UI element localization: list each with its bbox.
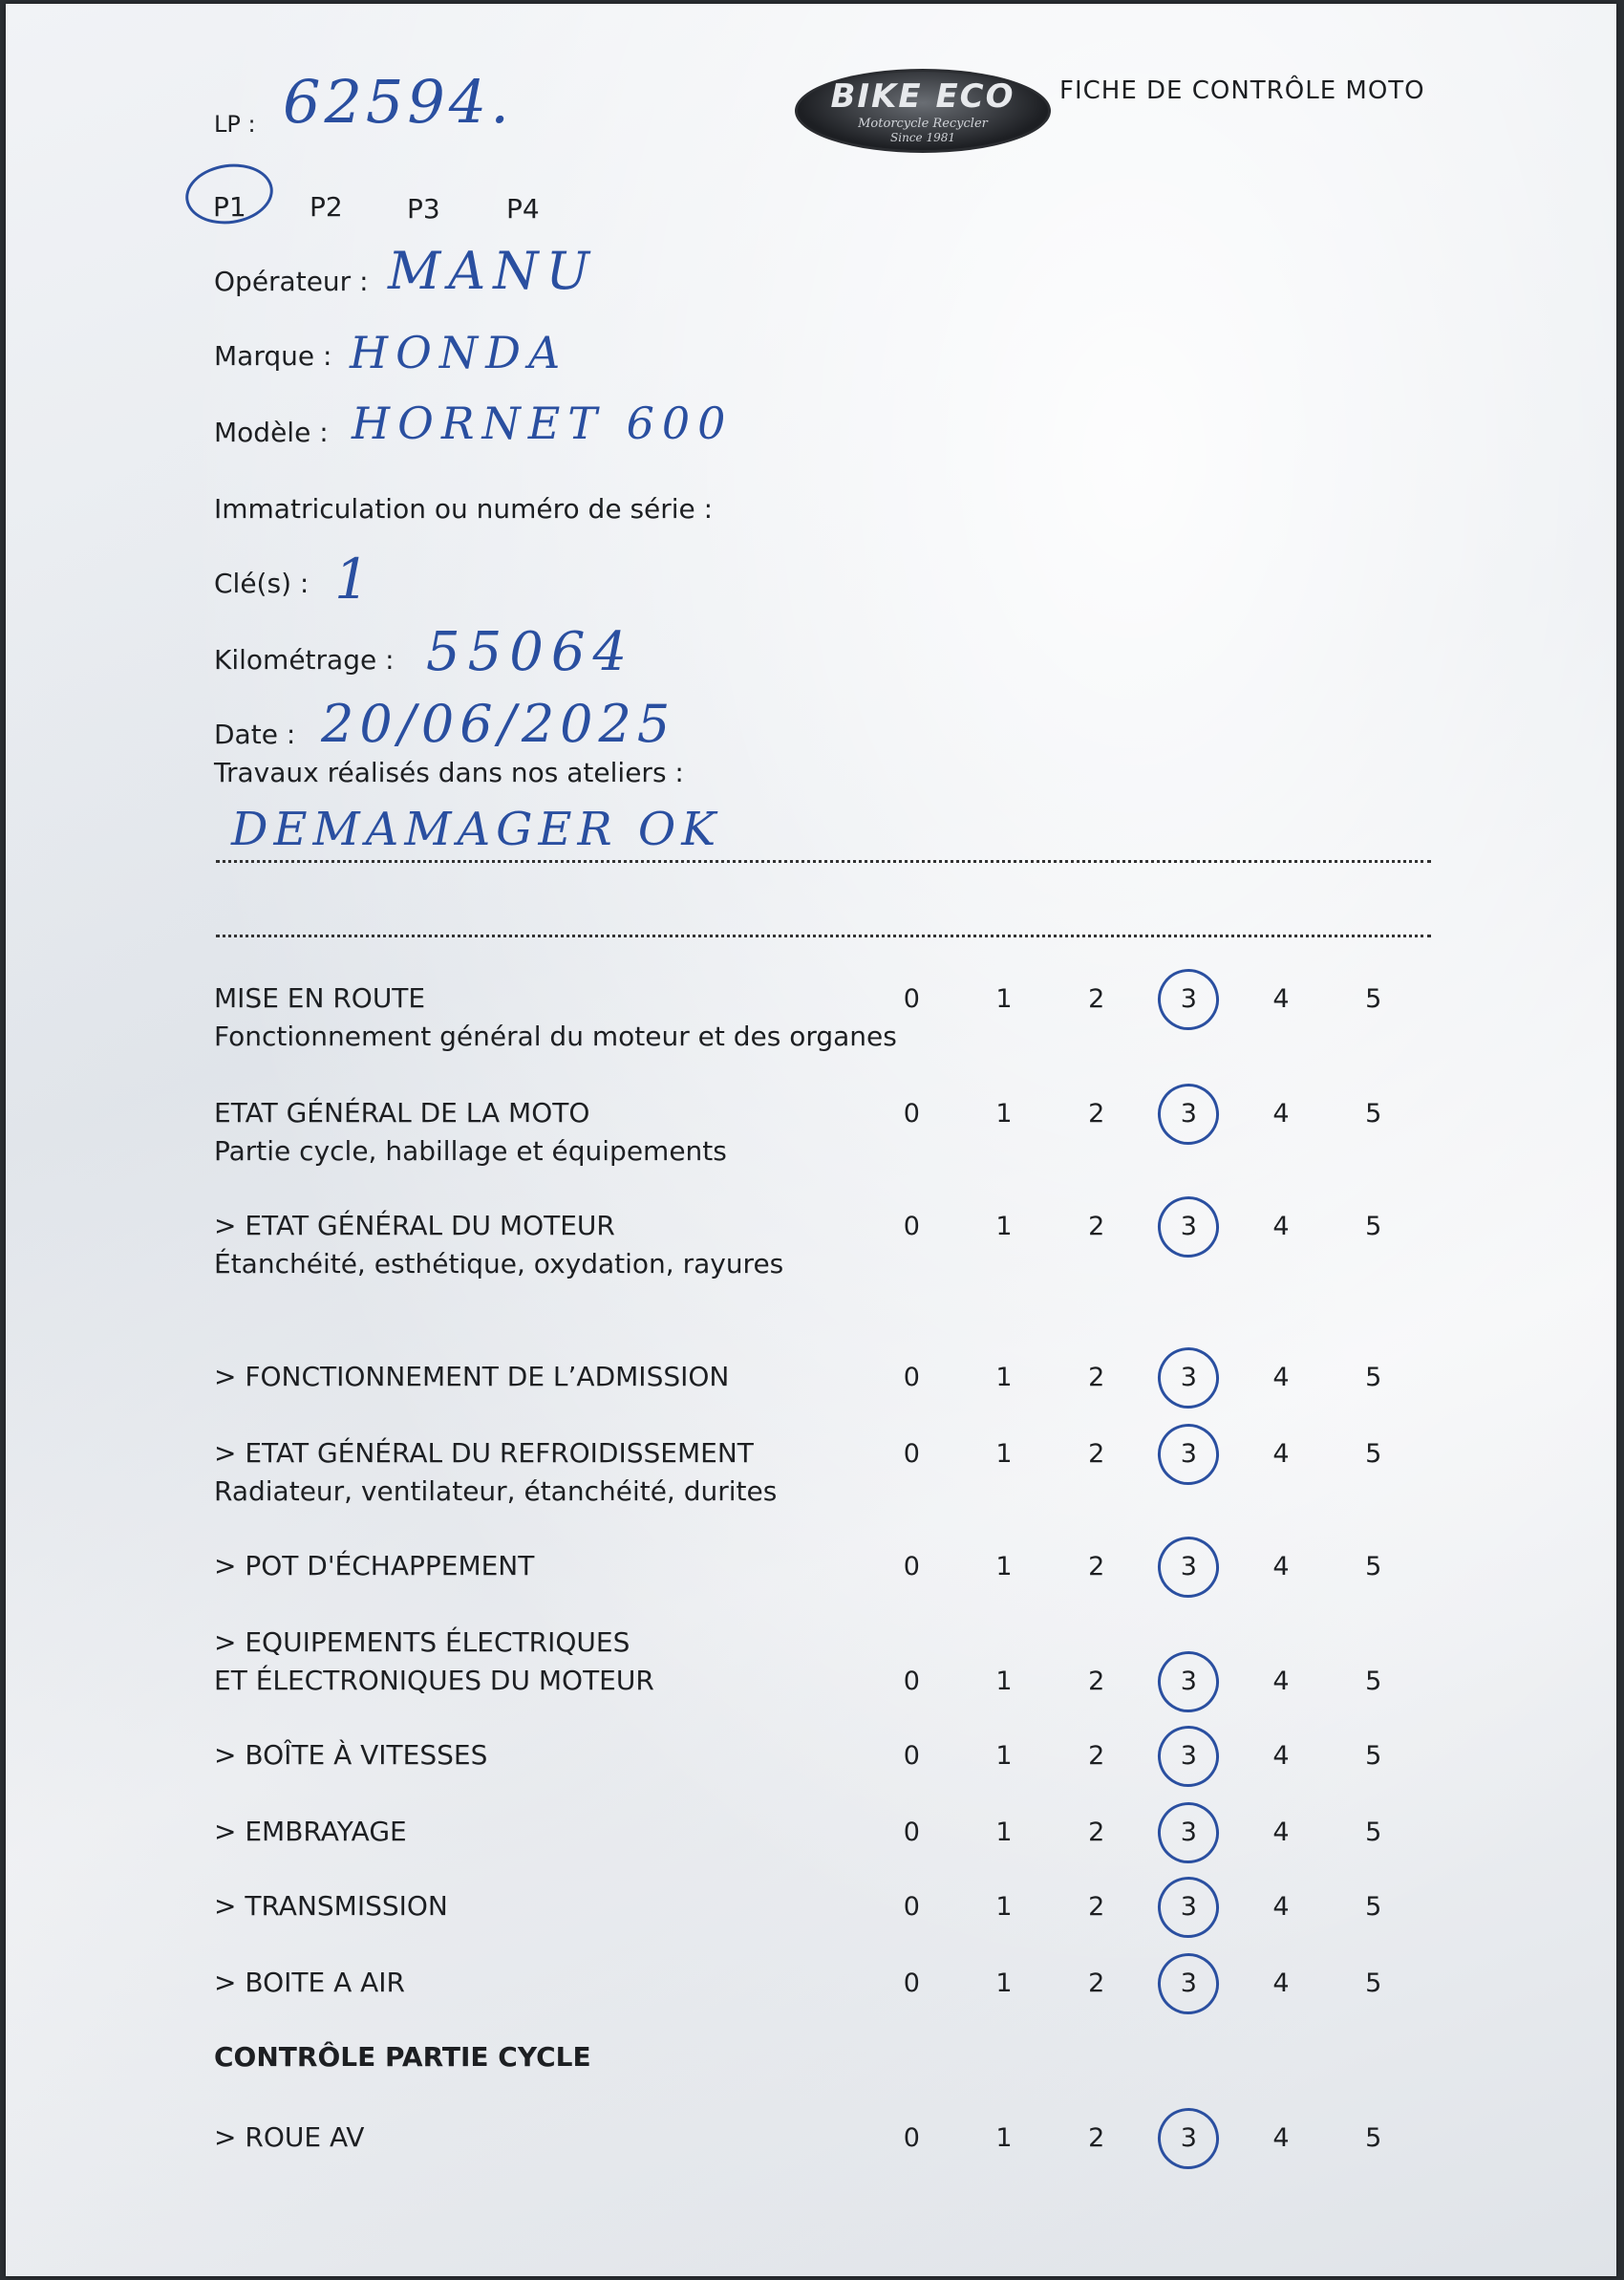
rating-option-4[interactable]: 4: [1272, 1741, 1290, 1771]
dotted-line-2: [216, 935, 1431, 937]
rating-scale: [865, 1363, 1420, 1392]
item-subtitle: ET ÉLECTRONIQUES DU MOTEUR: [214, 1665, 654, 1696]
dotted-line-1: [216, 860, 1431, 863]
rating-option-4[interactable]: 4: [1272, 1099, 1290, 1129]
rating-option-4[interactable]: 4: [1272, 1892, 1290, 1922]
rating-option-2[interactable]: 2: [1088, 1439, 1105, 1469]
date-label: Date :: [214, 719, 296, 750]
rating-option-1[interactable]: 1: [995, 1099, 1013, 1129]
rating-scale: [865, 1099, 1420, 1129]
rating-option-2[interactable]: 2: [1088, 1667, 1105, 1696]
item-title: > ROUE AV: [214, 2121, 365, 2153]
immatriculation-label: Immatriculation ou numéro de série :: [214, 493, 714, 525]
rating-option-5[interactable]: 5: [1365, 1968, 1382, 1998]
rating-option-5[interactable]: 5: [1365, 1892, 1382, 1922]
section-title-partie-cycle: CONTRÔLE PARTIE CYCLE: [214, 2041, 591, 2073]
rating-option-0[interactable]: 0: [903, 1892, 920, 1922]
rating-option-1[interactable]: 1: [995, 1892, 1013, 1922]
rating-option-0[interactable]: 0: [903, 984, 920, 1014]
rating-option-0[interactable]: 0: [903, 1968, 920, 1998]
rating-selected-mark: [1152, 1531, 1225, 1603]
cles-value: 1: [334, 547, 377, 612]
rating-option-5[interactable]: 5: [1365, 1552, 1382, 1581]
rating-option-5[interactable]: 5: [1365, 1818, 1382, 1847]
rating-selected-mark: [1152, 1342, 1225, 1414]
sheet-title: FICHE DE CONTRÔLE MOTO: [1059, 76, 1425, 105]
rating-option-2[interactable]: 2: [1088, 1892, 1105, 1922]
position-selected-mark: [182, 159, 277, 229]
rating-option-0[interactable]: 0: [903, 1818, 920, 1847]
rating-option-3[interactable]: 3: [1143, 1892, 1235, 1922]
rating-option-5[interactable]: 5: [1365, 1439, 1382, 1469]
rating-option-5[interactable]: 5: [1365, 1212, 1382, 1241]
rating-option-1[interactable]: 1: [995, 1818, 1013, 1847]
item-title: > BOÎTE À VITESSES: [214, 1739, 488, 1771]
rating-option-3[interactable]: 3: [1143, 1439, 1235, 1469]
rating-selected-mark: [1152, 1645, 1225, 1718]
travaux-value: DEMAMAGER OK: [231, 803, 722, 856]
rating-selected-mark: [1152, 2102, 1225, 2175]
rating-option-0[interactable]: 0: [903, 1741, 920, 1771]
rating-option-3[interactable]: 3: [1143, 984, 1235, 1014]
rating-scale: [865, 1212, 1420, 1241]
rating-selected-mark: [1152, 1720, 1225, 1793]
rating-option-2[interactable]: 2: [1088, 1363, 1105, 1392]
rating-option-5[interactable]: 5: [1365, 1099, 1382, 1129]
kilometrage-value: 55064: [426, 621, 635, 683]
cles-label: Clé(s) :: [214, 568, 310, 599]
position-p4: P4: [506, 193, 540, 225]
position-p1: P1: [213, 191, 246, 223]
rating-scale: [865, 2123, 1420, 2153]
item-title: > TRANSMISSION: [214, 1890, 448, 1922]
rating-scale: [865, 1439, 1420, 1469]
marque-label: Marque :: [214, 340, 332, 372]
rating-scale: [865, 1552, 1420, 1581]
rating-option-4[interactable]: 4: [1272, 1552, 1290, 1581]
position-p2: P2: [310, 191, 343, 223]
rating-scale: [865, 1968, 1420, 1998]
item-subtitle: Partie cycle, habillage et équipements: [214, 1135, 727, 1167]
position-p3: P3: [407, 193, 440, 225]
date-value: 20/06/2025: [321, 694, 676, 754]
rating-option-0[interactable]: 0: [903, 1212, 920, 1241]
rating-option-4[interactable]: 4: [1272, 1818, 1290, 1847]
item-subtitle: Fonctionnement général du moteur et des organes: [214, 1021, 897, 1052]
rating-selected-mark: [1152, 1078, 1225, 1151]
operateur-value: MANU: [388, 241, 598, 301]
rating-option-4[interactable]: 4: [1272, 984, 1290, 1014]
rating-option-5[interactable]: 5: [1365, 1667, 1382, 1696]
item-title: ETAT GÉNÉRAL DE LA MOTO: [214, 1097, 590, 1129]
rating-option-3[interactable]: 3: [1143, 1099, 1235, 1129]
travaux-label: Travaux réalisés dans nos ateliers :: [214, 757, 684, 788]
item-title: > FONCTIONNEMENT DE L’ADMISSION: [214, 1361, 730, 1392]
rating-option-4[interactable]: 4: [1272, 1667, 1290, 1696]
rating-option-1[interactable]: 1: [995, 1552, 1013, 1581]
rating-option-1[interactable]: 1: [995, 1439, 1013, 1469]
item-subtitle: Étanchéité, esthétique, oxydation, rayures: [214, 1248, 784, 1280]
modele-value: HORNET 600: [352, 398, 734, 449]
rating-option-0[interactable]: 0: [903, 1667, 920, 1696]
rating-option-0[interactable]: 0: [903, 1363, 920, 1392]
rating-option-0[interactable]: 0: [903, 1099, 920, 1129]
rating-option-3[interactable]: 3: [1143, 1363, 1235, 1392]
rating-scale: [865, 1667, 1420, 1696]
rating-option-0[interactable]: 0: [903, 1552, 920, 1581]
rating-option-3[interactable]: 3: [1143, 1741, 1235, 1771]
rating-scale: [865, 1818, 1420, 1847]
rating-option-3[interactable]: 3: [1143, 1667, 1235, 1696]
item-title: MISE EN ROUTE: [214, 982, 426, 1014]
rating-option-2[interactable]: 2: [1088, 1741, 1105, 1771]
rating-option-1[interactable]: 1: [995, 1968, 1013, 1998]
rating-scale: [865, 1892, 1420, 1922]
rating-option-4[interactable]: 4: [1272, 1212, 1290, 1241]
rating-option-4[interactable]: 4: [1272, 1439, 1290, 1469]
lp-label: LP :: [214, 111, 256, 138]
rating-option-3[interactable]: 3: [1143, 2123, 1235, 2153]
rating-option-2[interactable]: 2: [1088, 2123, 1105, 2153]
rating-selected-mark: [1152, 963, 1225, 1036]
item-subtitle: Radiateur, ventilateur, étanchéité, durites: [214, 1475, 778, 1507]
rating-option-3[interactable]: 3: [1143, 1552, 1235, 1581]
rating-option-3[interactable]: 3: [1143, 1818, 1235, 1847]
rating-option-2[interactable]: 2: [1088, 1818, 1105, 1847]
rating-option-1[interactable]: 1: [995, 1667, 1013, 1696]
rating-option-0[interactable]: 0: [903, 2123, 920, 2153]
rating-option-0[interactable]: 0: [903, 1439, 920, 1469]
rating-option-5[interactable]: 5: [1365, 984, 1382, 1014]
item-title: > EQUIPEMENTS ÉLECTRIQUES: [214, 1626, 630, 1658]
rating-option-1[interactable]: 1: [995, 2123, 1013, 2153]
rating-selected-mark: [1152, 1418, 1225, 1491]
bike-eco-logo: BIKE ECO Motorcycle Recycler Since 1981: [795, 69, 1051, 153]
rating-scale: [865, 984, 1420, 1014]
rating-option-3[interactable]: 3: [1143, 1212, 1235, 1241]
modele-label: Modèle :: [214, 417, 329, 448]
rating-option-2[interactable]: 2: [1088, 984, 1105, 1014]
rating-selected-mark: [1152, 1947, 1225, 2020]
rating-selected-mark: [1152, 1796, 1225, 1869]
rating-option-1[interactable]: 1: [995, 1212, 1013, 1241]
rating-option-5[interactable]: 5: [1365, 2123, 1382, 2153]
item-title: > POT D'ÉCHAPPEMENT: [214, 1550, 535, 1581]
rating-selected-mark: [1152, 1871, 1225, 1944]
rating-option-4[interactable]: 4: [1272, 2123, 1290, 2153]
operateur-label: Opérateur :: [214, 266, 369, 297]
rating-option-2[interactable]: 2: [1088, 1099, 1105, 1129]
marque-value: HONDA: [350, 327, 568, 378]
rating-option-2[interactable]: 2: [1088, 1968, 1105, 1998]
item-title: > BOITE A AIR: [214, 1967, 405, 1998]
rating-option-1[interactable]: 1: [995, 1741, 1013, 1771]
rating-option-1[interactable]: 1: [995, 1363, 1013, 1392]
rating-scale: [865, 1741, 1420, 1771]
rating-option-1[interactable]: 1: [995, 984, 1013, 1014]
kilometrage-label: Kilométrage :: [214, 644, 395, 676]
rating-option-4[interactable]: 4: [1272, 1968, 1290, 1998]
rating-option-2[interactable]: 2: [1088, 1552, 1105, 1581]
item-title: > ETAT GÉNÉRAL DU MOTEUR: [214, 1210, 615, 1241]
item-title: > EMBRAYAGE: [214, 1816, 407, 1847]
lp-value: 62594.: [283, 67, 513, 137]
rating-option-5[interactable]: 5: [1365, 1741, 1382, 1771]
item-title: > ETAT GÉNÉRAL DU REFROIDISSEMENT: [214, 1437, 754, 1469]
rating-option-2[interactable]: 2: [1088, 1212, 1105, 1241]
rating-option-5[interactable]: 5: [1365, 1363, 1382, 1392]
rating-option-4[interactable]: 4: [1272, 1363, 1290, 1392]
rating-selected-mark: [1152, 1191, 1225, 1263]
rating-option-3[interactable]: 3: [1143, 1968, 1235, 1998]
control-sheet: [6, 4, 1616, 2276]
